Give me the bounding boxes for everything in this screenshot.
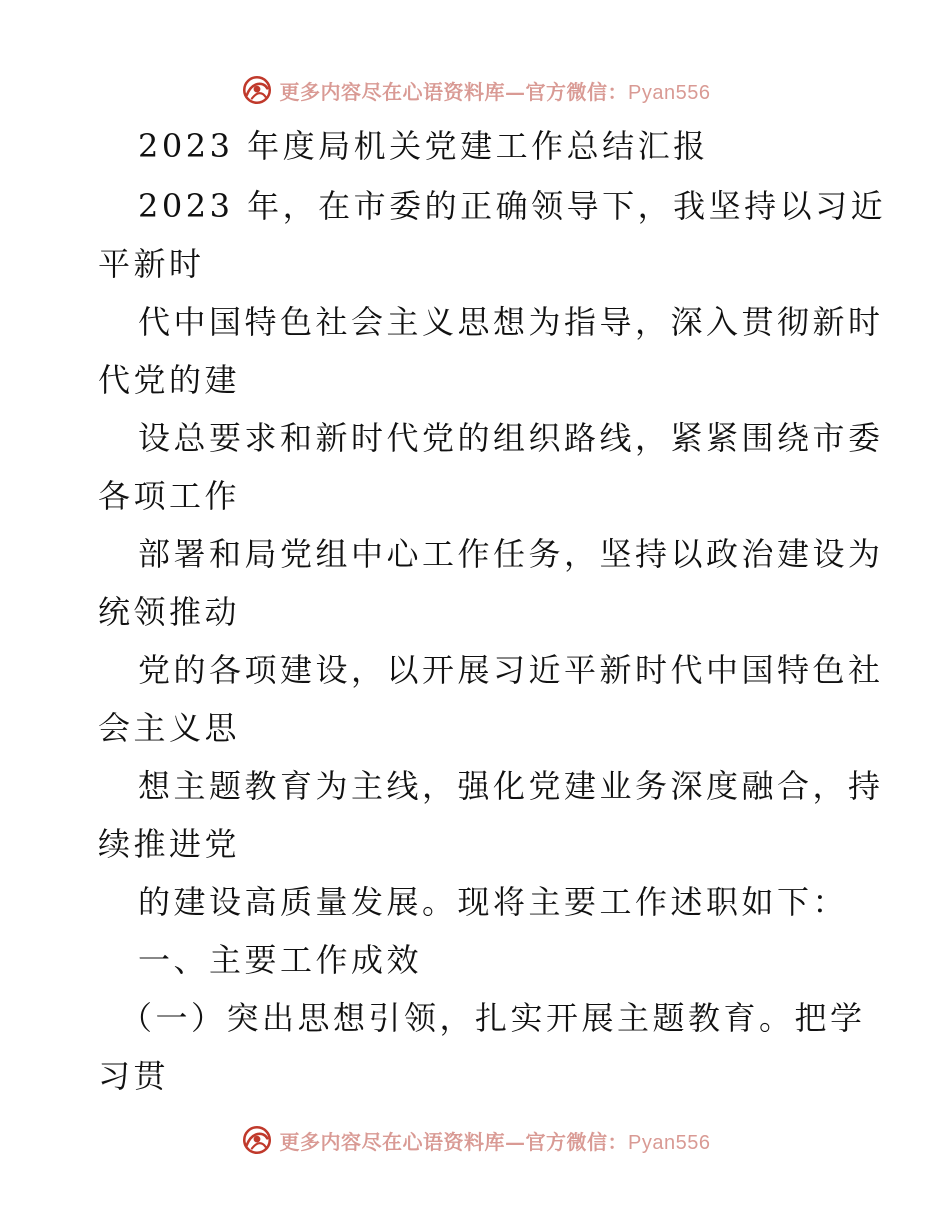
text-line: 想主题教育为主线，强化党建业务深度融合，持 <box>138 767 884 805</box>
text-line: 2023 年，在市委的正确领导下，我坚持以习近 <box>138 187 887 225</box>
text-line: 代党的建 <box>98 361 241 399</box>
text-line: 党的各项建设，以开展习近平新时代中国特色社 <box>138 651 884 689</box>
text-line: 平新时 <box>98 245 205 283</box>
text-line: 设总要求和新时代党的组织路线，紧紧围绕市委 <box>138 419 884 457</box>
red-swirl-logo-icon <box>240 1123 274 1157</box>
text-line: 的建设高质量发展。现将主要工作述职如下： <box>138 883 849 921</box>
text-line: （一）突出思想引领，扎实开展主题教育。把学 <box>120 999 866 1037</box>
text-line: 统领推动 <box>98 593 241 631</box>
text-line: 代中国特色社会主义思想为指导，深入贯彻新时 <box>138 303 884 341</box>
watermark-text: 更多内容尽在心语资料库—官方微信：Pyan556 <box>279 1129 711 1154</box>
red-swirl-logo-icon <box>240 73 274 107</box>
watermark-id: Pyan556 <box>628 1131 711 1154</box>
text-line: 各项工作 <box>98 477 241 515</box>
watermark-text: 更多内容尽在心语资料库—官方微信：Pyan556 <box>279 79 711 104</box>
document-title: 2023 年度局机关党建工作总结汇报 <box>138 127 709 165</box>
text-line: 习贯 <box>98 1057 170 1095</box>
text-line: 会主义思 <box>98 709 241 747</box>
footer-watermark <box>0 1120 950 1160</box>
section-heading: 一、主要工作成效 <box>138 941 423 979</box>
text-line: 续推进党 <box>98 825 241 863</box>
header-watermark <box>0 70 950 110</box>
text-line: 部署和局党组中心工作任务，坚持以政治建设为 <box>138 535 884 573</box>
watermark-id: Pyan556 <box>628 81 711 104</box>
